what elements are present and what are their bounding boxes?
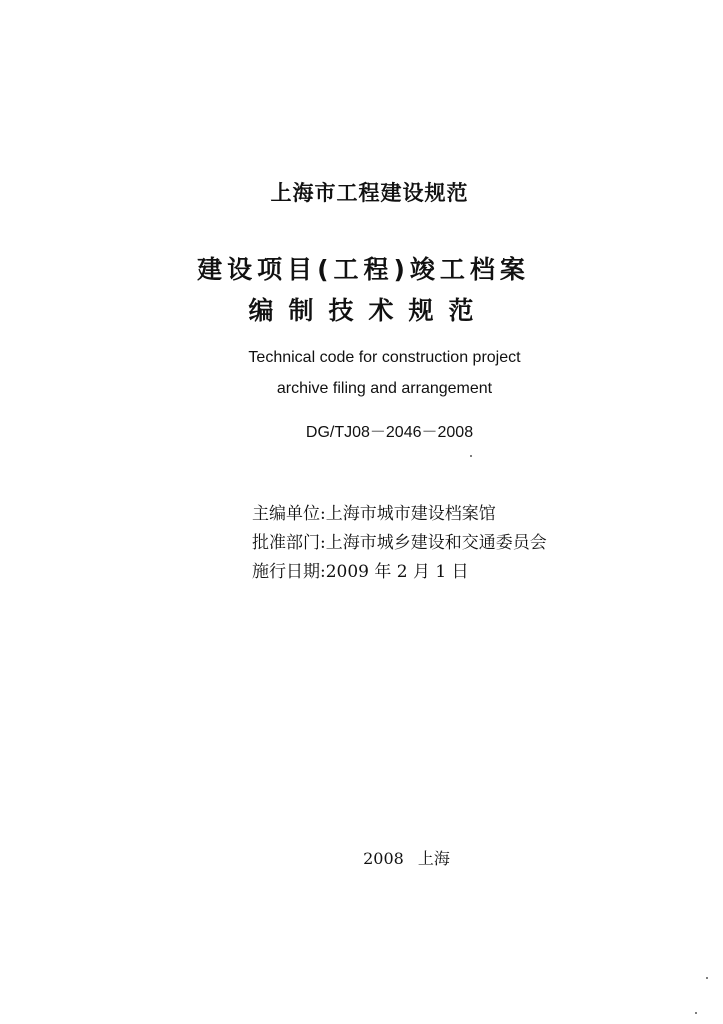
scan-speck <box>706 977 708 979</box>
publication-year: 2008 <box>363 849 404 868</box>
publication-footer <box>0 848 723 870</box>
scan-speck <box>695 1012 697 1014</box>
main-title-line-2: 编制技术规范 <box>248 296 489 325</box>
scan-speck <box>470 455 472 457</box>
approving-department: 批准部门:上海市城乡建设和交通委员会 <box>252 533 547 553</box>
main-title-line-1: 建设项目(工程)竣工档案 <box>197 255 530 284</box>
publication-info <box>252 500 547 587</box>
english-title-line-2: archive filing and arrangement <box>276 380 493 397</box>
series-title: 上海市工程建设规范 <box>270 181 469 205</box>
publication-place: 上海 <box>417 849 450 868</box>
editor-unit: 主编单位:上海市城市建设档案馆 <box>252 504 496 524</box>
effective-date: 施行日期:2009 年 2 月 1 日 <box>252 562 469 582</box>
standard-code: DG/TJ08－2046－2008 <box>305 424 474 441</box>
english-title-line-1: Technical code for construction project <box>248 349 521 366</box>
